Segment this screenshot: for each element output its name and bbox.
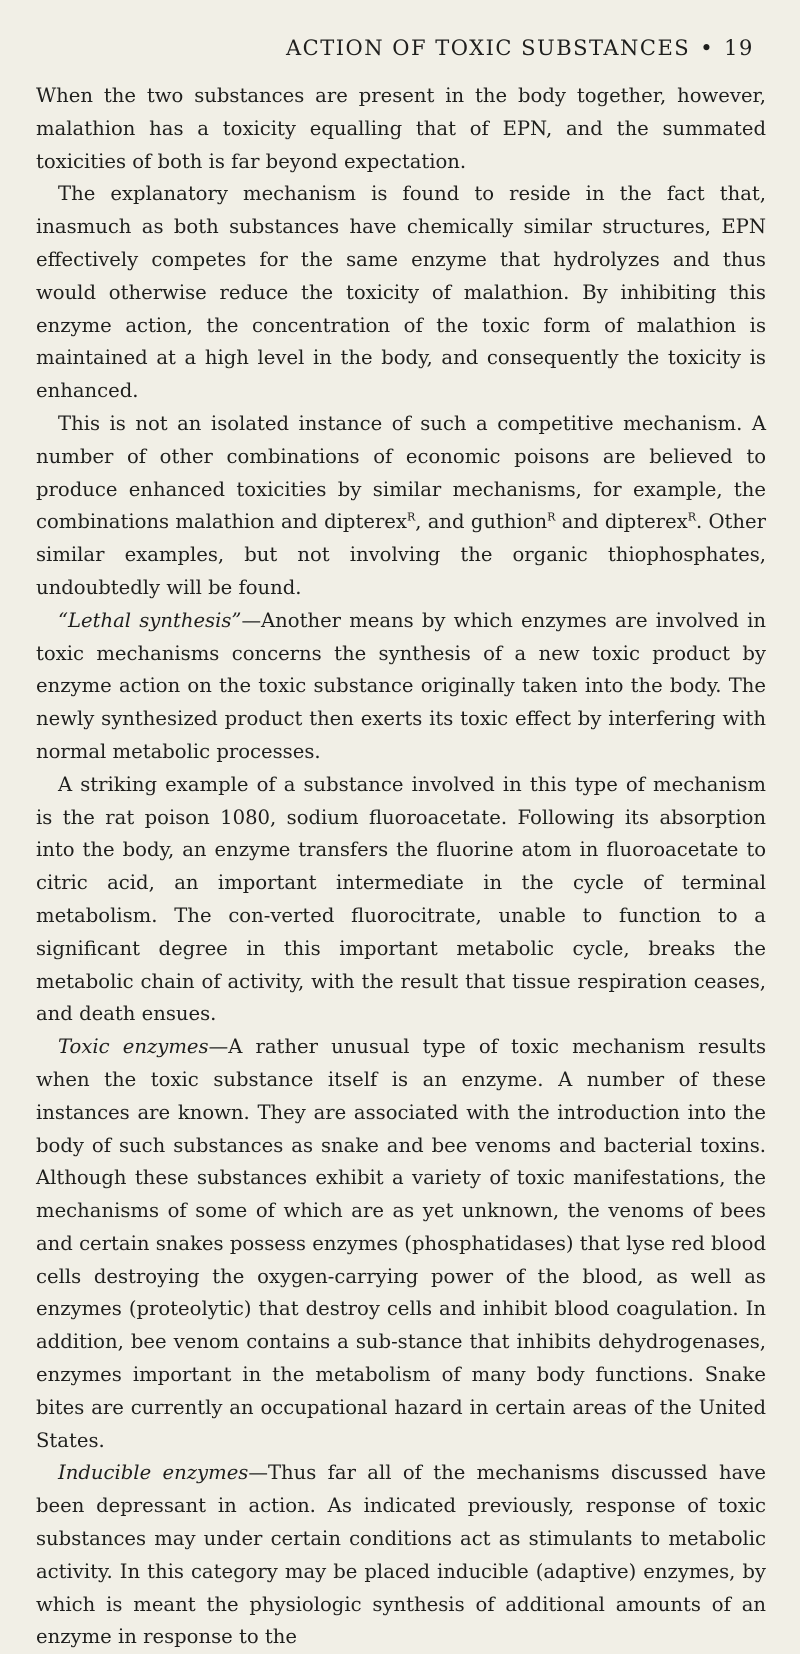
paragraph-text: —A rather unusual type of toxic mechanism results when the toxic substance itself is an enzyme. A number of these instances are known. They are associated with the introduction into the body of such substances as snake and bee venoms and bacterial toxins. Although these substances exhibit a variety of toxic manifestations, the mechanisms of some of which are as yet unknown, the venoms of bees and certain snakes possess enzymes (phosphatidases) that lyse red blood cells destroying the oxygen-carrying power of the blood, as well as enzymes (proteolytic) that destroy cells and inhibit blood coagulation. In addition, bee venom contains a sub-stance that inhibits dehydrogenases, enzymes important in the metabolism of many body functions. Snake bites are currently an occupational hazard in certain areas of the United States. (36, 1035, 767, 1452)
body-text (36, 80, 766, 1654)
paragraph-5 (36, 769, 766, 1031)
paragraph-7 (36, 1457, 766, 1654)
paragraph-text: and dipterex (555, 510, 688, 534)
paragraph-2 (36, 178, 766, 408)
page-number: 19 (724, 36, 754, 60)
paragraph-text: . Other similar examples, but not involving the organic thiophosphates, undoubtedly will be found. (36, 510, 766, 599)
separator-bullet: • (700, 36, 715, 60)
paragraph-6 (36, 1031, 766, 1457)
registered-mark: R (547, 510, 556, 524)
run-in-heading: Toxic enzymes (58, 1035, 209, 1059)
paragraph-1 (36, 80, 766, 178)
run-in-heading: “Lethal synthesis” (58, 608, 242, 632)
run-in-heading: Inducible enzymes (58, 1461, 249, 1485)
paragraph-4 (36, 605, 766, 769)
paragraph-3 (36, 408, 766, 605)
paragraph-text: —Another means by which enzymes are involved in toxic mechanisms concerns the synthesis of a new toxic product by enzyme action on the toxic substance originally taken into the body. The newly synthesized product then exerts its toxic effect by interfering with normal metabolic processes. (36, 608, 766, 763)
paragraph-text: This is not an isolated instance of such a competitive mechanism. A number of other combinations of economic poisons are believed to produce enhanced toxicities by similar mechanisms, for example, the combinations malathion and dipterex (36, 411, 766, 534)
running-head-title: ACTION OF TOXIC SUBSTANCES (286, 36, 691, 60)
paragraph-text: The explanatory mechanism is found to reside in the fact that, inasmuch as both substances have chemically similar structures, EPN effectively competes for the same enzyme that hydrolyzes and thus would otherwise reduce the toxicity of malathion. By inhibiting this enzyme action, the concentration of the toxic form of malathion is maintained at a high level in the body, and consequently the toxicity is enhanced. (36, 182, 766, 403)
paragraph-text: , and guthion (415, 510, 548, 534)
running-head (286, 36, 764, 60)
registered-mark: R (406, 510, 416, 524)
paragraph-text: When the two substances are present in the body together, however, malathion has a toxicity equalling that of EPN, and the summated toxicities of both is far beyond expectation. (36, 84, 766, 173)
paragraph-text: —Thus far all of the mechanisms discussed have been depressant in action. As indicated previously, response of toxic substances may under certain conditions act as stimulants to metabolic activity. In this category may be placed inducible (adaptive) enzymes, by which is meant the physiologic synthesis of additional amounts of an enzyme in response to the (36, 1461, 766, 1649)
registered-mark: R (687, 510, 696, 524)
paragraph-text: A striking example of a substance involved in this type of mechanism is the rat poison 1080, sodium fluoroacetate. Following its absorption into the body, an enzyme transfers the fluorine atom in fluoroacetate to citric acid, an important intermediate in the cycle of terminal metabolism. The con-verted fluorocitrate, unable to function to a significant degree in this important metabolic cycle, breaks the metabolic chain of activity, with the result that tissue respiration ceases, and death ensues. (36, 772, 766, 1026)
